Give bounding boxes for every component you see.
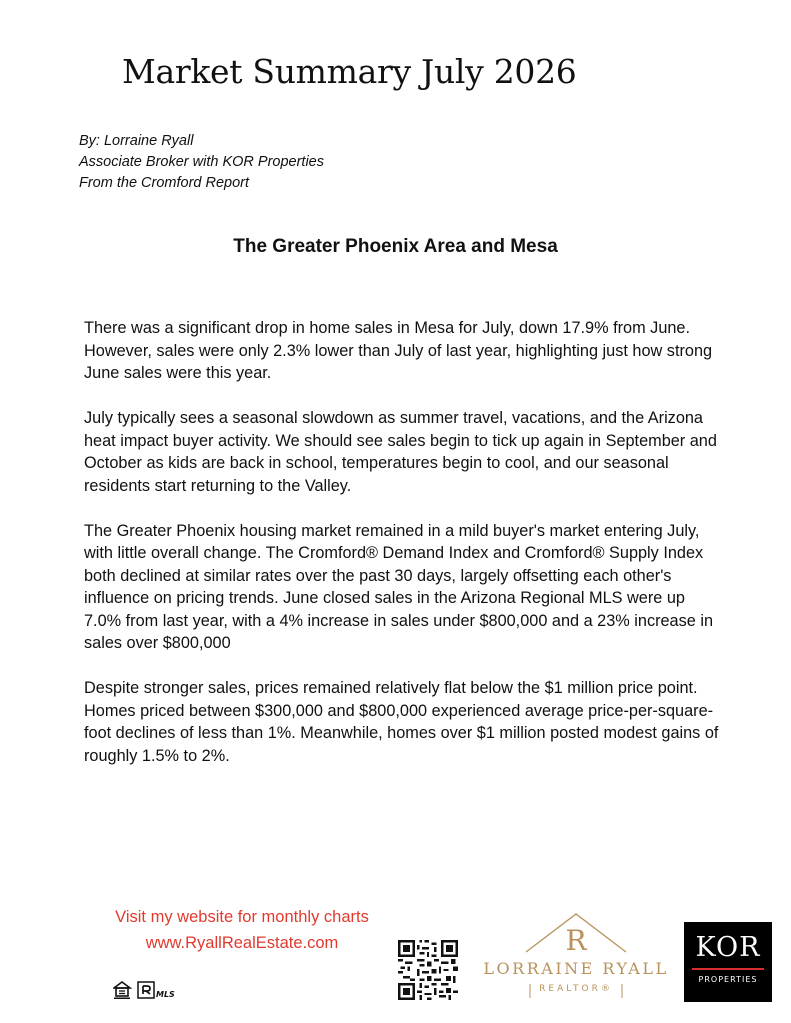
byline-source: From the Cromford Report	[79, 175, 250, 191]
website-link[interactable]: www.RyallRealEstate.com	[145, 934, 339, 952]
paragraph: The Greater Phoenix housing market remained in a mild buyer's market entering July, with little overall change. The Cromford® Demand Index and Cromford® Supply Index both declined at similar rates over the past 30 days, largely offsetting each other's influence on pricing trends. June closed sales in the Arizona Regional MLS were up 7.0% from last year, with a 4% increase in sales under $800,000 and a 23% increase in sales over $800,000	[84, 521, 714, 652]
paragraph: July typically sees a seasonal slowdown as summer travel, vacations, and the Arizona heat impact buyer activity. We should see sales begin to tick up again in September and October as kids are back in school, temperatures begin to cool, and our seasonal residents start returning to the Valley.	[84, 409, 717, 495]
page-title: Market Summary July 2026	[122, 52, 577, 91]
promo-text: Visit my website for monthly charts	[115, 908, 369, 926]
equal-housing-opportunity-icon	[113, 980, 183, 1000]
agent-role: REALTOR®	[539, 984, 613, 994]
monogram-r: R	[565, 924, 587, 957]
byline-author: By: Lorraine Ryall	[79, 133, 194, 149]
paragraph: There was a significant drop in home sales in Mesa for July, down 17.9% from June. However, sales were only 2.3% lower than July of last year, highlighting just how strong June sales were this year.	[84, 319, 713, 382]
agent-name: LORRAINE RYALL	[483, 959, 669, 978]
article-body	[84, 317, 724, 790]
kor-wordmark: KOR	[695, 932, 761, 963]
paragraph: Despite stronger sales, prices remained relatively flat below the $1 million price point. Homes priced between $300,000 and $800,000 experienced average price-per-square-foot declines of less than 1%. Meanwhile, homes over $1 million posted modest gains of roughly 1.5% to 2%.	[84, 679, 719, 765]
kor-subtitle: PROPERTIES	[698, 975, 758, 984]
byline-position: Associate Broker with KOR Properties	[79, 154, 324, 170]
section-heading: The Greater Phoenix Area and Mesa	[233, 236, 558, 257]
mls-label: MLS	[156, 990, 175, 999]
kor-divider	[692, 968, 764, 970]
kor-properties-logo	[684, 922, 772, 1002]
byline	[79, 131, 324, 194]
qr-code-icon[interactable]	[398, 940, 458, 1005]
compliance-logos	[113, 980, 183, 1005]
